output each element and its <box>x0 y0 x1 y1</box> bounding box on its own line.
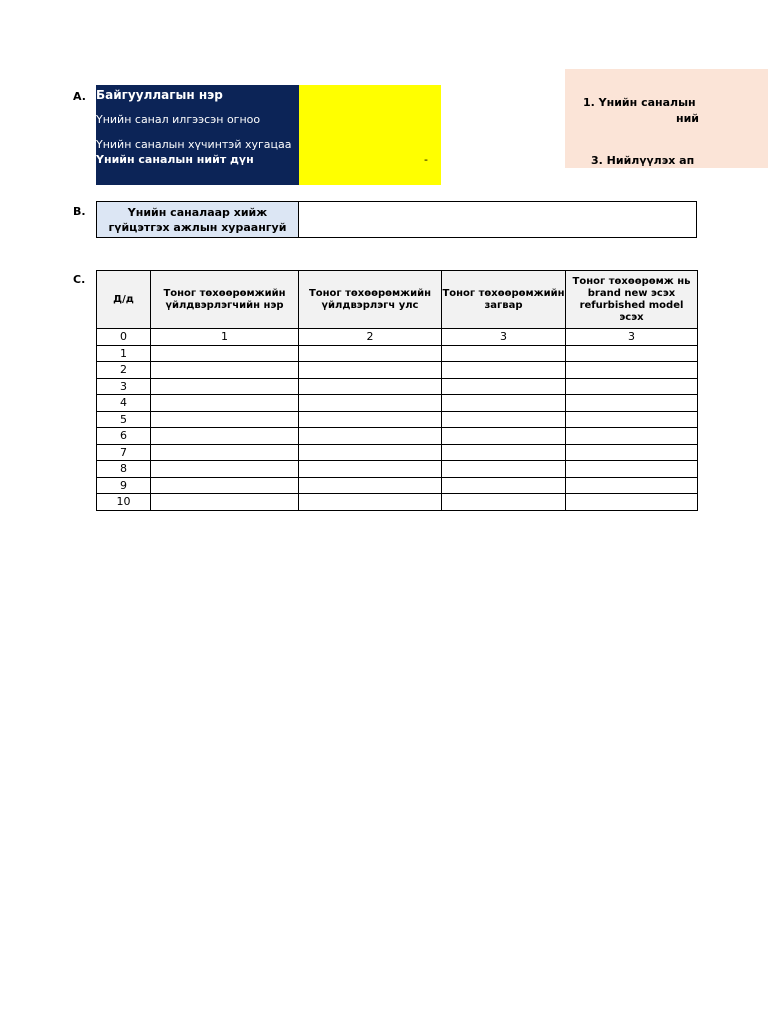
table-cell[interactable] <box>299 444 442 461</box>
index-cell: 3 <box>566 329 698 346</box>
row-number: 10 <box>97 494 151 511</box>
work-summary-input[interactable] <box>300 202 696 237</box>
table-cell[interactable] <box>151 411 299 428</box>
header-condition: Тоног төхөөрөмж нь brand new эсэх refurbished model эсэх <box>566 271 698 329</box>
row-number: 2 <box>97 362 151 379</box>
table-cell[interactable] <box>299 345 442 362</box>
table-cell[interactable] <box>299 494 442 511</box>
table-cell[interactable] <box>442 362 566 379</box>
row-number: 7 <box>97 444 151 461</box>
table-cell[interactable] <box>442 395 566 412</box>
side-note-1: 1. Үнийн саналын <box>583 96 696 109</box>
table-cell[interactable] <box>566 411 698 428</box>
table-cell[interactable] <box>566 395 698 412</box>
table-cell[interactable] <box>442 494 566 511</box>
work-summary-label: Үнийн саналаар хийж гүйцэтгэх ажлын хураангуй <box>97 202 299 237</box>
table-cell[interactable] <box>299 378 442 395</box>
row-number: 5 <box>97 411 151 428</box>
index-cell: 3 <box>442 329 566 346</box>
side-note-3: 3. Нийлүүлэх ап <box>591 154 695 167</box>
table-row <box>97 494 698 511</box>
table-cell[interactable] <box>299 395 442 412</box>
table-index-row <box>97 329 698 346</box>
table-cell[interactable] <box>566 494 698 511</box>
side-notes-panel <box>565 69 768 168</box>
header-country: Тоног төхөөрөмжийн үйлдвэрлэгч улс <box>299 271 442 329</box>
table-cell[interactable] <box>566 428 698 445</box>
table-cell[interactable] <box>442 411 566 428</box>
table-cell[interactable] <box>442 345 566 362</box>
table-row <box>97 345 698 362</box>
table-cell[interactable] <box>442 461 566 478</box>
table-cell[interactable] <box>566 362 698 379</box>
table-row <box>97 477 698 494</box>
header-model: Тоног төхөөрөмжийн загвар <box>442 271 566 329</box>
table-row <box>97 461 698 478</box>
table-cell[interactable] <box>299 477 442 494</box>
row-number: 1 <box>97 345 151 362</box>
table-cell[interactable] <box>442 428 566 445</box>
section-b-letter: B. <box>73 205 86 218</box>
row-number: 8 <box>97 461 151 478</box>
table-cell[interactable] <box>151 428 299 445</box>
total-label: Үнийн саналын нийт дүн <box>96 153 254 166</box>
table-row <box>97 428 698 445</box>
row-number: 6 <box>97 428 151 445</box>
side-note-2: ний <box>676 112 700 125</box>
index-cell: 1 <box>151 329 299 346</box>
validity-label: Үнийн саналын хүчинтэй хугацаа <box>96 138 292 151</box>
section-a-letter: A. <box>73 90 86 103</box>
table-cell[interactable] <box>151 444 299 461</box>
table-cell[interactable] <box>151 395 299 412</box>
header-manufacturer: Тоног төхөөрөмжийн үйлдвэрлэгчийн нэр <box>151 271 299 329</box>
table-cell[interactable] <box>566 477 698 494</box>
header-index: Д/д <box>97 271 151 329</box>
sent-date-label: Үнийн санал илгээсэн огноо <box>96 113 261 126</box>
table-row <box>97 362 698 379</box>
row-number: 4 <box>97 395 151 412</box>
table-cell[interactable] <box>299 428 442 445</box>
row-number: 3 <box>97 378 151 395</box>
table-row <box>97 395 698 412</box>
table-row <box>97 411 698 428</box>
index-cell: 2 <box>299 329 442 346</box>
table-cell[interactable] <box>151 477 299 494</box>
total-value: - <box>424 153 428 166</box>
table-cell[interactable] <box>442 444 566 461</box>
table-cell[interactable] <box>299 362 442 379</box>
section-a-labels <box>96 85 299 185</box>
section-c-letter: C. <box>73 273 86 286</box>
table-cell[interactable] <box>151 362 299 379</box>
table-cell[interactable] <box>151 345 299 362</box>
table-cell[interactable] <box>442 477 566 494</box>
table-row <box>97 444 698 461</box>
table-cell[interactable] <box>566 378 698 395</box>
table-cell[interactable] <box>566 444 698 461</box>
org-name-label: Байгууллагын нэр <box>96 88 223 102</box>
table-cell[interactable] <box>151 494 299 511</box>
table-cell[interactable] <box>151 461 299 478</box>
table-header-row <box>97 271 698 329</box>
table-cell[interactable] <box>566 461 698 478</box>
table-cell[interactable] <box>442 378 566 395</box>
table-cell[interactable] <box>566 345 698 362</box>
table-row <box>97 378 698 395</box>
work-summary-box <box>96 201 697 238</box>
row-number: 9 <box>97 477 151 494</box>
section-a-input-area[interactable] <box>299 85 441 185</box>
table-cell[interactable] <box>299 411 442 428</box>
equipment-table <box>96 270 698 511</box>
index-cell: 0 <box>97 329 151 346</box>
table-cell[interactable] <box>299 461 442 478</box>
table-cell[interactable] <box>151 378 299 395</box>
